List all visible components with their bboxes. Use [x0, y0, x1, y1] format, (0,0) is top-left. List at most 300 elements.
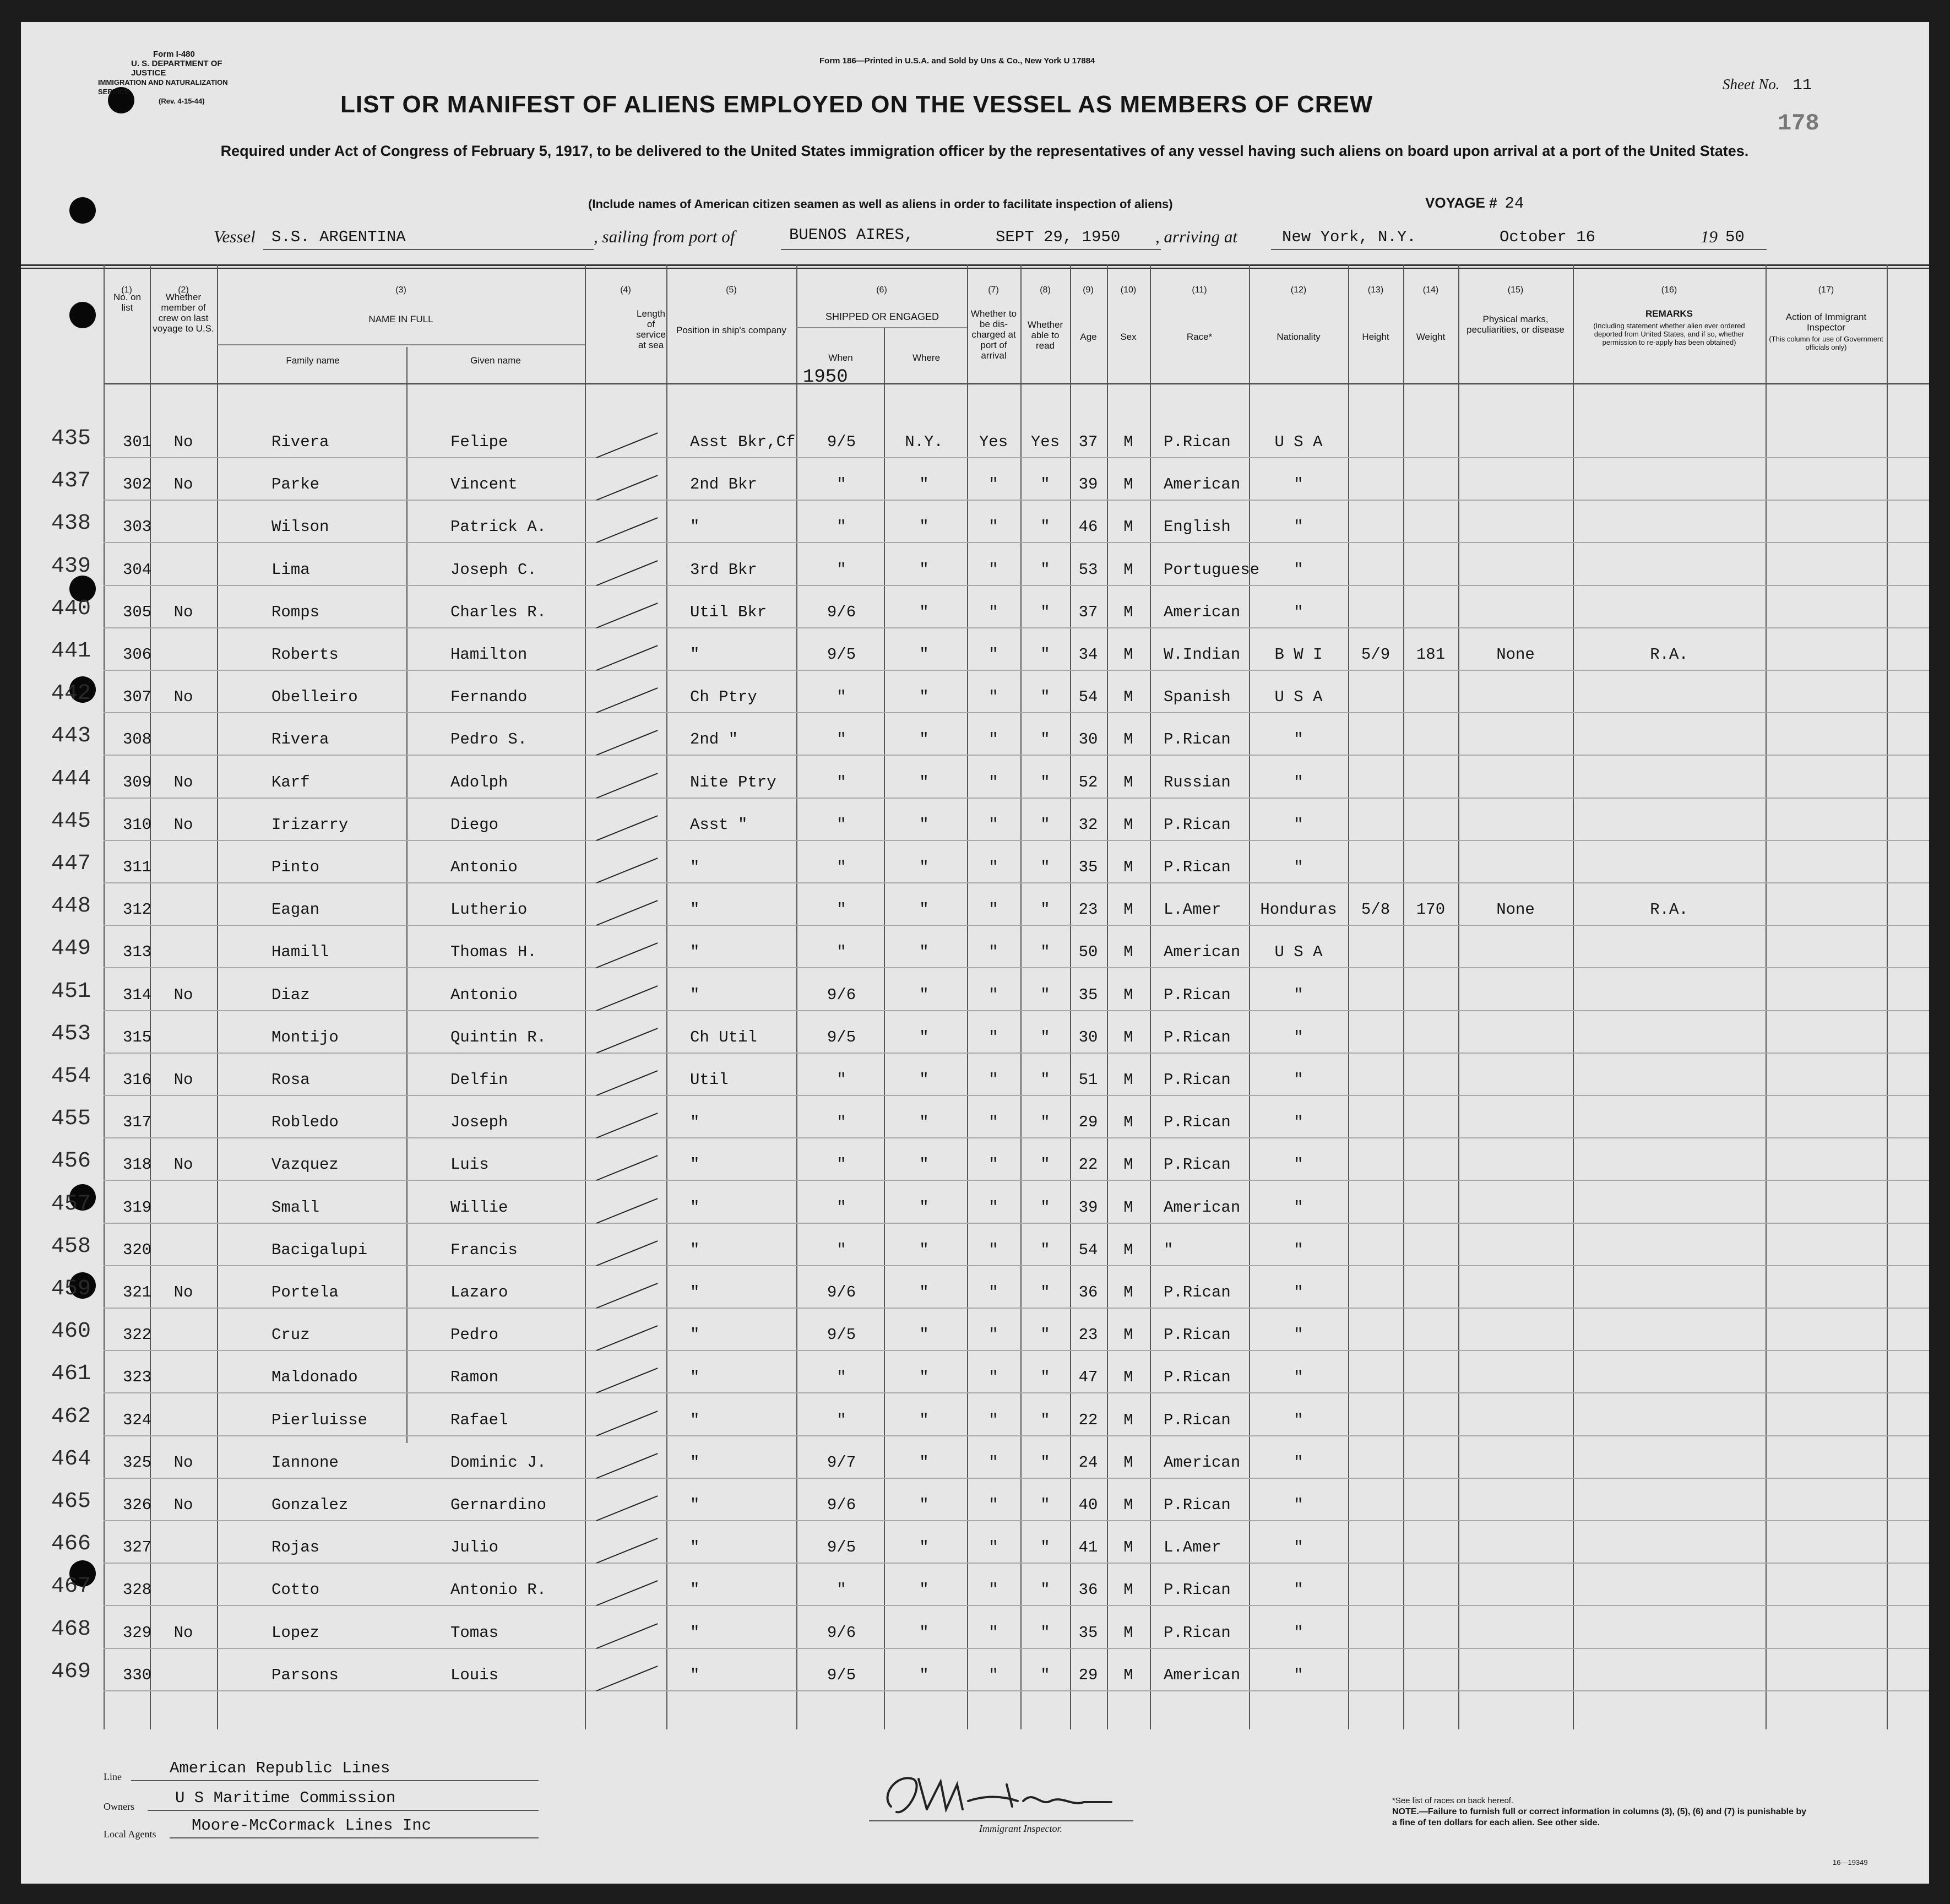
- cell-shipped-where: ": [919, 1666, 929, 1684]
- cell-discharged: ": [988, 1240, 998, 1259]
- cell-given-name: Joseph C.: [450, 560, 537, 579]
- stamp-number: 178: [1778, 110, 1819, 137]
- service-check-mark: [596, 1070, 658, 1096]
- cell-position: ": [690, 1368, 700, 1387]
- cell-discharged: ": [988, 1538, 998, 1557]
- service-check-mark: [596, 943, 658, 969]
- cell-family-name: Eagan: [271, 901, 320, 919]
- cell-family-name: Bacigalupi: [271, 1240, 368, 1259]
- cell-weight: 181: [1416, 645, 1446, 664]
- cell-nationality: ": [1294, 1453, 1303, 1472]
- cell-age: 51: [1078, 1071, 1098, 1089]
- header-shipped-engaged: SHIPPED OR ENGAGED: [825, 311, 939, 322]
- cell-family-name: Vazquez: [271, 1156, 339, 1174]
- column-number: (6): [876, 285, 887, 295]
- service-check-mark: [596, 1495, 658, 1521]
- cell-given-name: Fernando: [450, 688, 528, 707]
- cell-position: ": [690, 1411, 700, 1429]
- cell-sex: M: [1123, 1113, 1133, 1132]
- column-number: (2): [178, 285, 189, 295]
- cell-shipped-where: ": [919, 858, 929, 876]
- cell-discharged: ": [988, 858, 998, 876]
- cell-age: 29: [1078, 1666, 1098, 1684]
- vessel-name: S.S. ARGENTINA: [271, 228, 406, 246]
- cell-shipped-when: 9/6: [827, 985, 856, 1004]
- form-subtitle: Required under Act of Congress of February 5, 1917, to be delivered to the United States immigration officer by the representatives of any vessel having such aliens on board upon arrival at a port of the United States.: [220, 143, 1749, 159]
- service-check-mark: [596, 730, 658, 756]
- service-check-mark: [596, 645, 658, 671]
- cell-race: P.Rican: [1164, 433, 1231, 451]
- cell-shipped-where: ": [919, 773, 929, 791]
- arrival-port: New York, N.Y.: [1282, 228, 1416, 246]
- handwritten-line-number: 441: [51, 639, 91, 664]
- cell-discharged: ": [988, 1198, 998, 1217]
- cell-age: 40: [1078, 1496, 1098, 1514]
- cell-given-name: Pedro S.: [450, 730, 528, 749]
- cell-given-name: Pedro: [450, 1326, 499, 1344]
- cell-sex: M: [1123, 1156, 1133, 1174]
- header-name-in-full: NAME IN FULL: [368, 314, 433, 324]
- cell-shipped-when: ": [837, 1411, 846, 1429]
- cell-age: 30: [1078, 730, 1098, 749]
- cell-able-to-read: ": [1040, 560, 1050, 579]
- cell-nationality: ": [1294, 560, 1303, 579]
- cell-shipped-when: ": [837, 815, 846, 834]
- header-where: Where: [912, 352, 941, 363]
- cell-sex: M: [1123, 1326, 1133, 1344]
- cell-family-name: Obelleiro: [271, 688, 358, 707]
- cell-nationality: ": [1294, 518, 1303, 536]
- cell-sex: M: [1123, 645, 1133, 664]
- cell-nationality: ": [1294, 815, 1303, 834]
- cell-nationality: ": [1294, 1411, 1303, 1429]
- cell-discharged: ": [988, 1666, 998, 1684]
- cell-age: 22: [1078, 1411, 1098, 1429]
- cell-position: ": [690, 1283, 700, 1301]
- cell-list-number: 323: [123, 1368, 152, 1387]
- cell-nationality: ": [1294, 1496, 1303, 1514]
- year-prefix: 19: [1701, 227, 1718, 246]
- cell-discharged: ": [988, 1368, 998, 1387]
- cell-shipped-when: ": [837, 1156, 846, 1174]
- cell-shipped-when: ": [837, 943, 846, 962]
- sheet-number-block: [1723, 76, 1812, 94]
- sheet-label: Sheet No.: [1723, 76, 1780, 93]
- cell-list-number: 329: [123, 1623, 152, 1642]
- cell-race: L.Amer: [1164, 901, 1221, 919]
- cell-shipped-when: 9/6: [827, 603, 856, 621]
- header-when: When: [828, 352, 853, 363]
- cell-sex: M: [1123, 1411, 1133, 1429]
- cell-race: American: [1164, 1666, 1241, 1684]
- cell-sex: M: [1123, 1198, 1133, 1217]
- cell-list-number: 330: [123, 1666, 152, 1684]
- cell-nationality: ": [1294, 730, 1303, 749]
- cell-able-to-read: ": [1040, 1538, 1050, 1557]
- handwritten-line-number: 453: [51, 1021, 91, 1046]
- print-code: 16—19349: [1833, 1858, 1868, 1867]
- cell-nationality: ": [1294, 1581, 1303, 1599]
- handwritten-line-number: 447: [51, 851, 91, 876]
- cell-shipped-where: ": [919, 603, 929, 621]
- cell-list-number: 304: [123, 560, 152, 579]
- service-check-mark: [596, 687, 658, 713]
- cell-race: Portuguese: [1164, 560, 1260, 579]
- cell-sex: M: [1123, 1666, 1133, 1684]
- cell-nationality: ": [1294, 1240, 1303, 1259]
- cell-shipped-when: 9/6: [827, 1283, 856, 1301]
- cell-position: ": [690, 985, 700, 1004]
- cell-race: P.Rican: [1164, 1581, 1231, 1599]
- cell-nationality: ": [1294, 603, 1303, 621]
- cell-discharged: ": [988, 815, 998, 834]
- column-number: (5): [726, 285, 737, 295]
- cell-sex: M: [1123, 1623, 1133, 1642]
- cell-race: Russian: [1164, 773, 1231, 791]
- cell-race: P.Rican: [1164, 1283, 1231, 1301]
- cell-race: American: [1164, 943, 1241, 962]
- cell-age: 24: [1078, 1453, 1098, 1472]
- cell-discharged: ": [988, 1496, 998, 1514]
- service-check-mark: [596, 985, 658, 1011]
- cell-family-name: Romps: [271, 603, 320, 621]
- punch-hole: [69, 197, 96, 224]
- cell-last-voyage: No: [173, 603, 193, 621]
- cell-discharged: ": [988, 1028, 998, 1046]
- cell-race: American: [1164, 475, 1241, 494]
- service-check-mark: [596, 773, 658, 799]
- header-able-to-read: Whether able to read: [1027, 319, 1063, 351]
- cell-nationality: U S A: [1274, 943, 1323, 962]
- header-inspector-action: Action of Immigrant Inspector: [1785, 312, 1867, 333]
- cell-shipped-where: ": [919, 730, 929, 749]
- cell-list-number: 309: [123, 773, 152, 791]
- header-last-voyage: Whether member of crew on last voyage to U.S.: [153, 292, 214, 334]
- cell-shipped-when: ": [837, 1368, 846, 1387]
- cell-sex: M: [1123, 985, 1133, 1004]
- cell-list-number: 301: [123, 433, 152, 451]
- arrival-year: 50: [1725, 228, 1745, 246]
- column-number: (3): [395, 285, 406, 295]
- cell-list-number: 315: [123, 1028, 152, 1046]
- cell-nationality: ": [1294, 1113, 1303, 1132]
- cell-given-name: Thomas H.: [450, 943, 537, 962]
- form-title: LIST OR MANIFEST OF ALIENS EMPLOYED ON THE VESSEL AS MEMBERS OF CREW: [340, 91, 1373, 118]
- cell-discharged: ": [988, 518, 998, 536]
- cell-list-number: 306: [123, 645, 152, 664]
- cell-able-to-read: ": [1040, 901, 1050, 919]
- cell-given-name: Delfin: [450, 1071, 508, 1089]
- cell-discharged: ": [988, 645, 998, 664]
- cell-shipped-where: ": [919, 1538, 929, 1557]
- arrival-date: October 16: [1500, 228, 1596, 246]
- header-family-name: Family name: [286, 355, 340, 366]
- cell-list-number: 308: [123, 730, 152, 749]
- cell-shipped-where: ": [919, 645, 929, 664]
- cell-family-name: Montijo: [271, 1028, 339, 1046]
- cell-nationality: Honduras: [1260, 901, 1337, 919]
- header-physical-marks: Physical marks, peculiarities, or disease: [1466, 314, 1565, 335]
- cell-nationality: ": [1294, 773, 1303, 791]
- service-check-mark: [596, 1581, 658, 1607]
- cell-family-name: Robledo: [271, 1113, 339, 1132]
- cell-able-to-read: ": [1040, 1198, 1050, 1217]
- cell-shipped-when: ": [837, 858, 846, 876]
- cell-position: ": [690, 1326, 700, 1344]
- cell-position: 2nd ": [690, 730, 738, 749]
- cell-discharged: ": [988, 1623, 998, 1642]
- cell-able-to-read: ": [1040, 603, 1050, 621]
- cell-discharged: ": [988, 1453, 998, 1472]
- cell-sex: M: [1123, 858, 1133, 876]
- cell-position: ": [690, 858, 700, 876]
- cell-given-name: Patrick A.: [450, 518, 547, 536]
- cell-able-to-read: ": [1040, 1666, 1050, 1684]
- cell-given-name: Julio: [450, 1538, 499, 1557]
- service-check-mark: [596, 858, 658, 883]
- cell-family-name: Cotto: [271, 1581, 320, 1599]
- cell-family-name: Rojas: [271, 1538, 320, 1557]
- cell-position: ": [690, 1581, 700, 1599]
- handwritten-line-number: 442: [51, 681, 91, 707]
- cell-shipped-where: ": [919, 985, 929, 1004]
- cell-race: English: [1164, 518, 1231, 536]
- service-check-mark: [596, 1028, 658, 1054]
- cell-shipped-where: ": [919, 1411, 929, 1429]
- cell-given-name: Adolph: [450, 773, 508, 791]
- cell-race: P.Rican: [1164, 1071, 1231, 1089]
- cell-list-number: 313: [123, 943, 152, 962]
- service: IMMIGRATION AND NATURALIZATION SERVICE: [98, 78, 228, 96]
- cell-able-to-read: ": [1040, 815, 1050, 834]
- cell-nationality: ": [1294, 1156, 1303, 1174]
- cell-shipped-when: ": [837, 1113, 846, 1132]
- column-number: (8): [1040, 285, 1051, 295]
- cell-nationality: ": [1294, 1623, 1303, 1642]
- cell-shipped-when: 9/5: [827, 1666, 856, 1684]
- cell-age: 41: [1078, 1538, 1098, 1557]
- cell-given-name: Dominic J.: [450, 1453, 547, 1472]
- cell-shipped-where: ": [919, 815, 929, 834]
- cell-shipped-when: 9/5: [827, 645, 856, 664]
- cell-shipped-where: ": [919, 1156, 929, 1174]
- handwritten-line-number: 455: [51, 1106, 91, 1132]
- handwritten-line-number: 462: [51, 1404, 91, 1429]
- cell-family-name: Maldonado: [271, 1368, 358, 1387]
- cell-able-to-read: ": [1040, 1113, 1050, 1132]
- cell-shipped-where: ": [919, 1581, 929, 1599]
- cell-position: Ch Ptry: [690, 688, 757, 707]
- cell-shipped-where: ": [919, 943, 929, 962]
- cell-given-name: Diego: [450, 815, 499, 834]
- cell-discharged: Yes: [979, 433, 1008, 451]
- cell-list-number: 312: [123, 901, 152, 919]
- cell-list-number: 316: [123, 1071, 152, 1089]
- cell-given-name: Charles R.: [450, 603, 547, 621]
- cell-sex: M: [1123, 815, 1133, 834]
- cell-discharged: ": [988, 1581, 998, 1599]
- cell-list-number: 328: [123, 1581, 152, 1599]
- header-height: Height: [1362, 332, 1389, 342]
- column-number: (11): [1192, 285, 1207, 295]
- handwritten-line-number: 437: [51, 469, 91, 494]
- cell-list-number: 325: [123, 1453, 152, 1472]
- arriving-label: , arriving at: [1155, 227, 1237, 246]
- cell-age: 52: [1078, 773, 1098, 791]
- cell-age: 39: [1078, 1198, 1098, 1217]
- cell-discharged: ": [988, 1113, 998, 1132]
- cell-age: 35: [1078, 1623, 1098, 1642]
- cell-list-number: 322: [123, 1326, 152, 1344]
- column-number: (9): [1083, 285, 1094, 295]
- cell-sex: M: [1123, 773, 1133, 791]
- cell-race: American: [1164, 603, 1241, 621]
- cell-given-name: Gernardino: [450, 1496, 547, 1514]
- form-note: (Include names of American citizen seamen as well as aliens in order to facilitate inspection of aliens): [588, 197, 1173, 211]
- agents-value: Moore-McCormack Lines Inc: [192, 1816, 432, 1835]
- cell-shipped-where: ": [919, 901, 929, 919]
- cell-shipped-when: 9/5: [827, 1028, 856, 1046]
- cell-sex: M: [1123, 433, 1133, 451]
- cell-race: P.Rican: [1164, 1326, 1231, 1344]
- cell-sex: M: [1123, 730, 1133, 749]
- cell-able-to-read: ": [1040, 1071, 1050, 1089]
- cell-list-number: 305: [123, 603, 152, 621]
- cell-shipped-when: ": [837, 1581, 846, 1599]
- cell-nationality: ": [1294, 1666, 1303, 1684]
- cell-race: Spanish: [1164, 688, 1231, 707]
- cell-shipped-when: ": [837, 901, 846, 919]
- header-discharged: Whether to be dis- charged at port of arrival: [970, 308, 1017, 361]
- cell-shipped-where: ": [919, 1240, 929, 1259]
- cell-discharged: ": [988, 560, 998, 579]
- cell-given-name: Rafael: [450, 1411, 508, 1429]
- header-weight: Weight: [1416, 332, 1446, 342]
- cell-shipped-where: ": [919, 1071, 929, 1089]
- cell-list-number: 324: [123, 1411, 152, 1429]
- printer-line: Form 186—Printed in U.S.A. and Sold by Uns & Co., New York U 17884: [819, 56, 1095, 66]
- cell-list-number: 317: [123, 1113, 152, 1132]
- cell-given-name: Willie: [450, 1198, 508, 1217]
- cell-discharged: ": [988, 475, 998, 494]
- service-check-mark: [596, 1283, 658, 1309]
- cell-race: P.Rican: [1164, 730, 1231, 749]
- cell-family-name: Lima: [271, 560, 310, 579]
- handwritten-line-number: 466: [51, 1532, 91, 1557]
- handwritten-line-number: 443: [51, 724, 91, 749]
- cell-age: 35: [1078, 985, 1098, 1004]
- cell-shipped-when: ": [837, 730, 846, 749]
- cell-able-to-read: ": [1040, 730, 1050, 749]
- cell-shipped-when: 9/6: [827, 1496, 856, 1514]
- cell-given-name: Lutherio: [450, 901, 528, 919]
- header-no-on-list: No. on list: [113, 292, 142, 313]
- cell-able-to-read: ": [1040, 688, 1050, 707]
- cell-given-name: Louis: [450, 1666, 499, 1684]
- cell-able-to-read: ": [1040, 1411, 1050, 1429]
- cell-given-name: Antonio R.: [450, 1581, 547, 1599]
- cell-last-voyage: No: [173, 688, 193, 707]
- cell-family-name: Parsons: [271, 1666, 339, 1684]
- form-header-block: [98, 50, 241, 106]
- cell-position: Asst Bkr,Cf: [690, 433, 796, 451]
- cell-shipped-when: ": [837, 773, 846, 791]
- cell-race: P.Rican: [1164, 815, 1231, 834]
- cell-list-number: 318: [123, 1156, 152, 1174]
- service-check-mark: [596, 560, 658, 586]
- cell-nationality: ": [1294, 858, 1303, 876]
- handwritten-line-number: 448: [51, 894, 91, 919]
- cell-height: 5/8: [1361, 901, 1390, 919]
- cell-sex: M: [1123, 688, 1133, 707]
- handwritten-line-number: 454: [51, 1064, 91, 1089]
- cell-family-name: Iannone: [271, 1453, 339, 1472]
- cell-given-name: Tomas: [450, 1623, 499, 1642]
- handwritten-line-number: 467: [51, 1574, 91, 1599]
- inspector-label: Immigrant Inspector.: [979, 1823, 1062, 1834]
- cell-last-voyage: No: [173, 1071, 193, 1089]
- service-check-mark: [596, 475, 658, 501]
- cell-nationality: ": [1294, 475, 1303, 494]
- cell-position: Ch Util: [690, 1028, 757, 1046]
- handwritten-line-number: 468: [51, 1616, 91, 1642]
- handwritten-line-number: 464: [51, 1446, 91, 1472]
- service-check-mark: [596, 1538, 658, 1564]
- cell-list-number: 321: [123, 1283, 152, 1301]
- cell-shipped-where: N.Y.: [905, 433, 943, 451]
- cell-able-to-read: ": [1040, 1581, 1050, 1599]
- cell-age: 22: [1078, 1156, 1098, 1174]
- cell-race: P.Rican: [1164, 1113, 1231, 1132]
- cell-nationality: U S A: [1274, 433, 1323, 451]
- cell-nationality: ": [1294, 1028, 1303, 1046]
- header-given-name: Given name: [470, 355, 521, 366]
- header-position: Position in ship's company: [676, 325, 786, 335]
- cell-nationality: ": [1294, 1368, 1303, 1387]
- cell-sex: M: [1123, 1240, 1133, 1259]
- cell-position: ": [690, 901, 700, 919]
- cell-given-name: Ramon: [450, 1368, 499, 1387]
- cell-list-number: 319: [123, 1198, 152, 1217]
- cell-given-name: Vincent: [450, 475, 518, 494]
- cell-race: P.Rican: [1164, 1411, 1231, 1429]
- cell-sex: M: [1123, 1368, 1133, 1387]
- penalty-note: NOTE.—Failure to furnish full or correct information in columns (3), (5), (6) and (7) is punishable by a fine of ten dollars for each alien. See other side.: [1392, 1807, 1807, 1827]
- cell-able-to-read: ": [1040, 645, 1050, 664]
- cell-shipped-where: ": [919, 1368, 929, 1387]
- cell-physical-marks: None: [1496, 901, 1535, 919]
- handwritten-line-number: 460: [51, 1319, 91, 1344]
- handwritten-line-number: 445: [51, 809, 91, 834]
- cell-age: 29: [1078, 1113, 1098, 1132]
- cell-last-voyage: No: [173, 1496, 193, 1514]
- cell-remarks: R.A.: [1650, 901, 1688, 919]
- voyage-block: [1425, 194, 1524, 213]
- line-value: American Republic Lines: [170, 1759, 390, 1777]
- cell-family-name: Irizarry: [271, 815, 349, 834]
- cell-shipped-where: ": [919, 1283, 929, 1301]
- cell-shipped-where: ": [919, 1113, 929, 1132]
- column-number: (4): [620, 285, 631, 295]
- cell-remarks: R.A.: [1650, 645, 1688, 664]
- handwritten-line-number: 465: [51, 1489, 91, 1514]
- cell-position: ": [690, 1623, 700, 1642]
- cell-list-number: 327: [123, 1538, 152, 1557]
- header-length-service: Length of service at sea: [636, 308, 666, 350]
- service-check-mark: [596, 1411, 658, 1436]
- cell-race: W.Indian: [1164, 645, 1241, 664]
- cell-discharged: ": [988, 901, 998, 919]
